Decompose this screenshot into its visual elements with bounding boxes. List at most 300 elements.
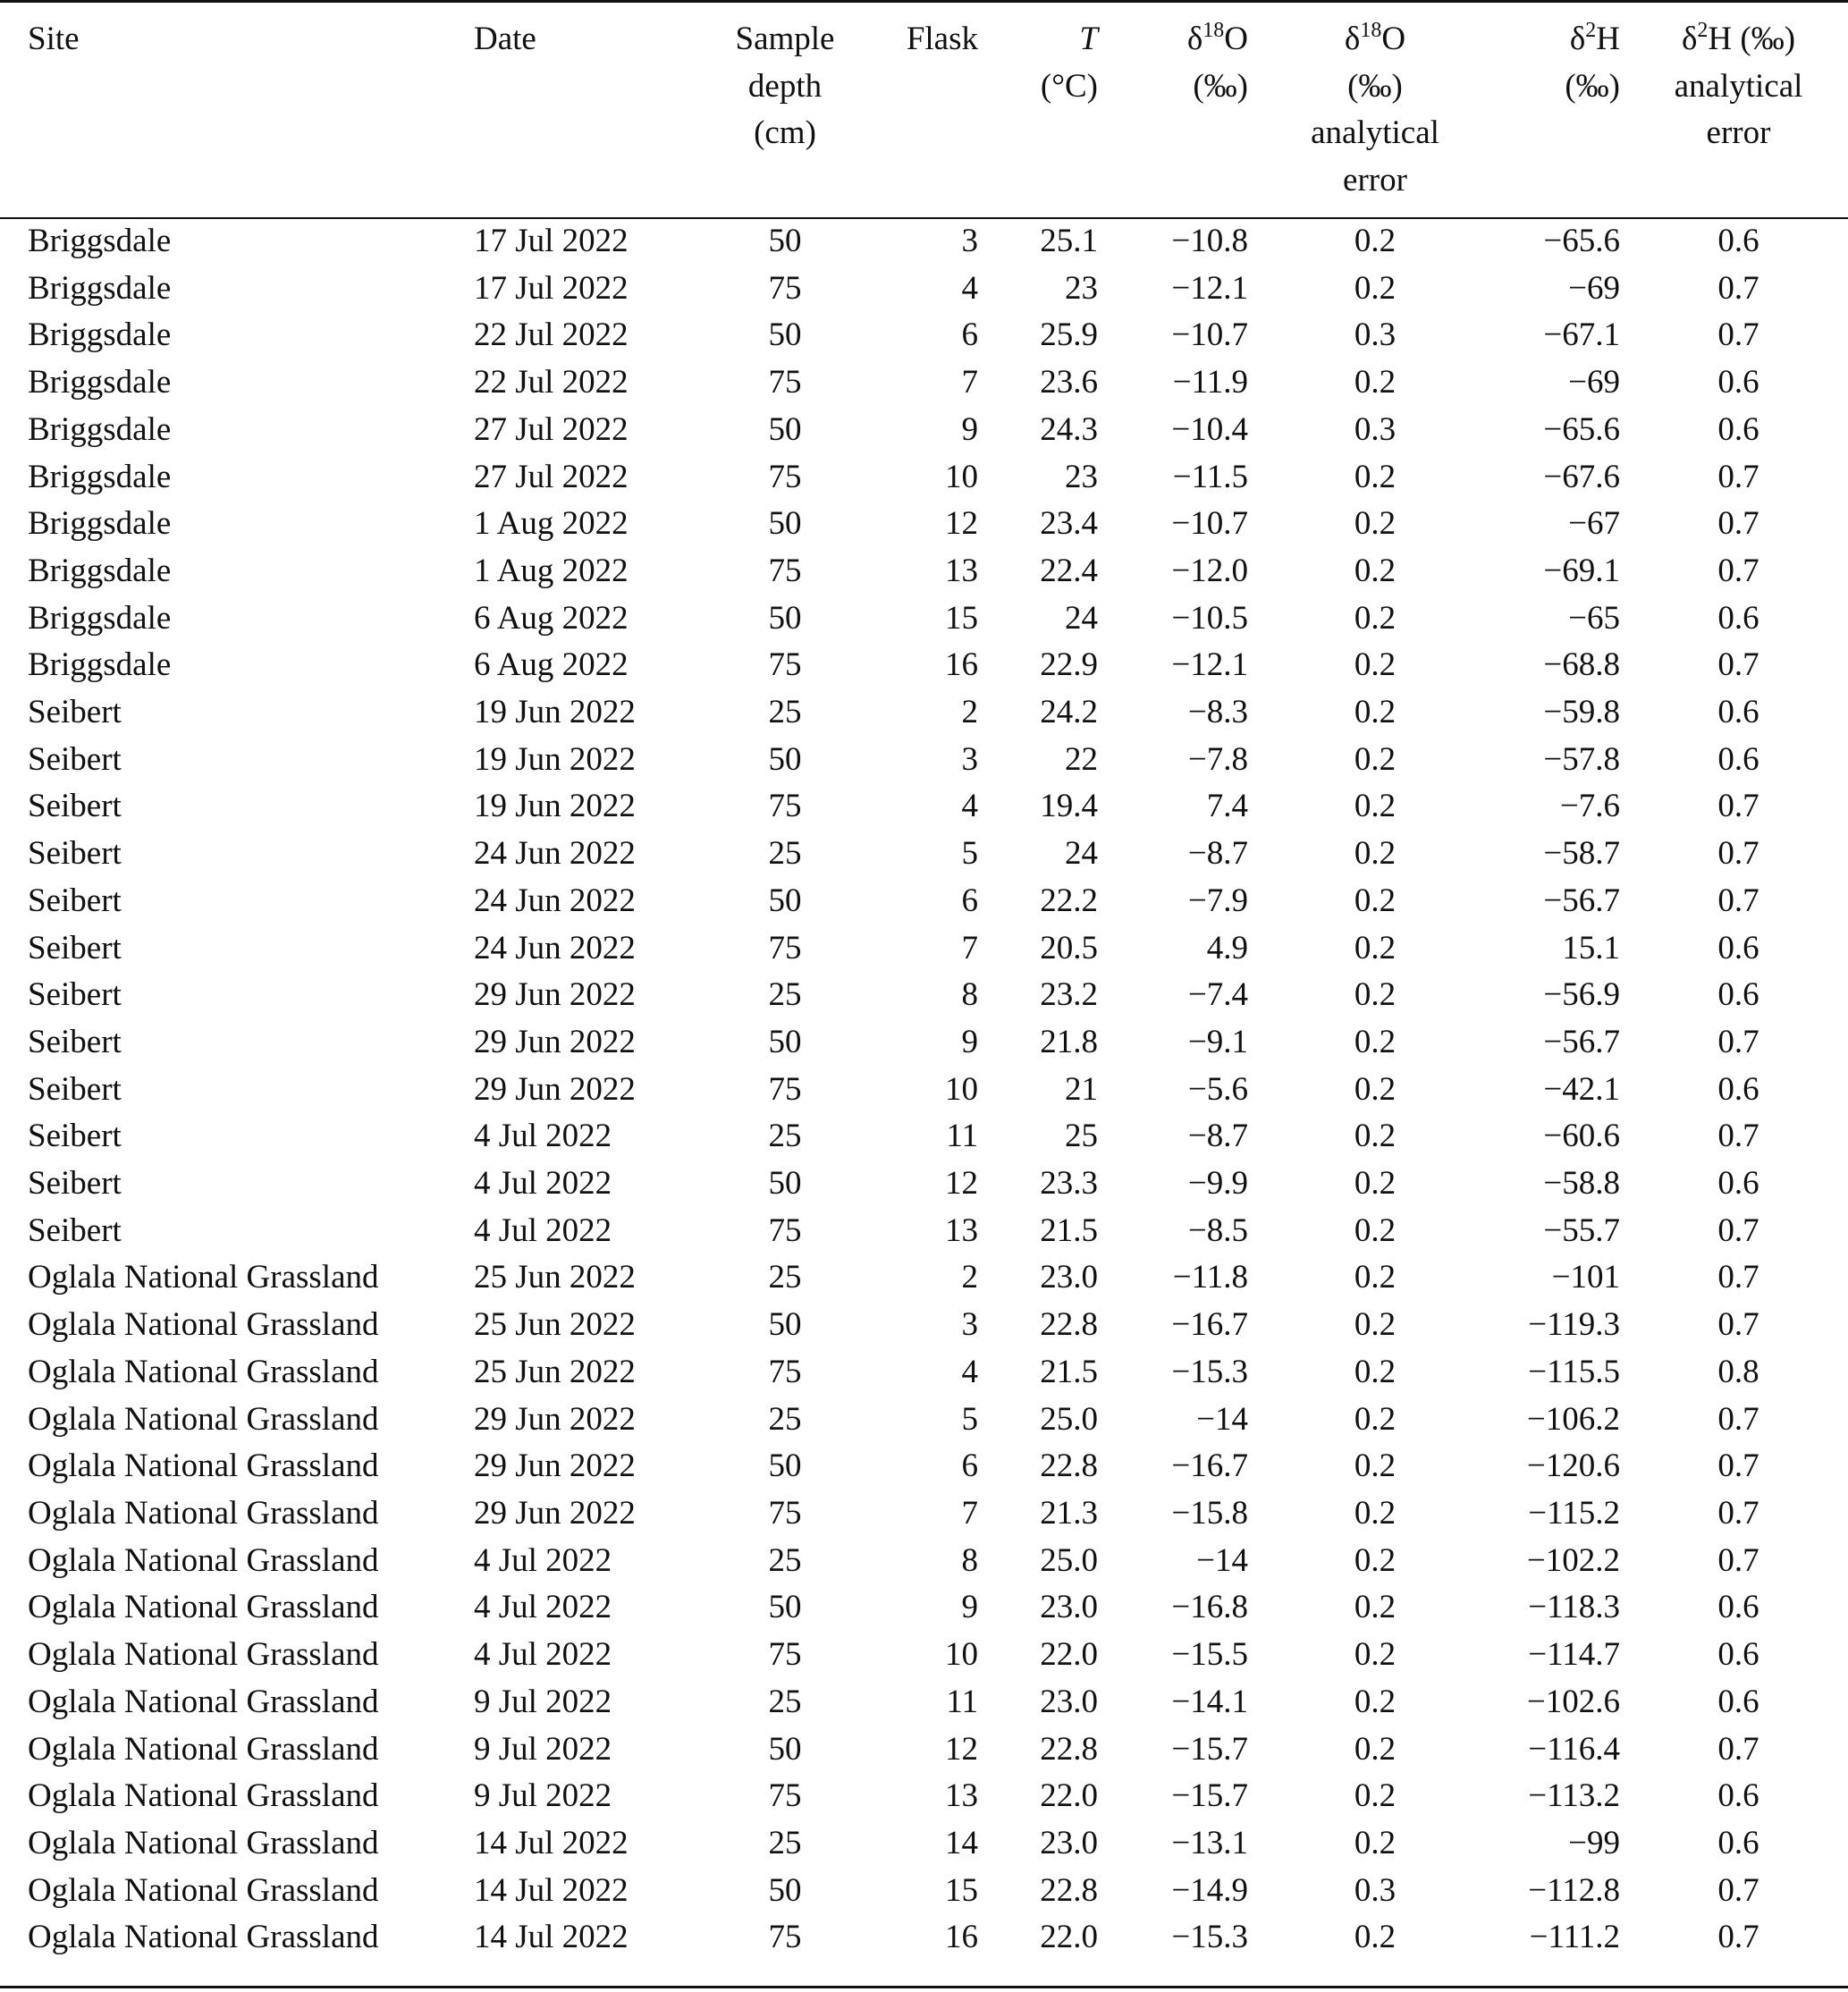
cell-temp: 24.3 bbox=[1040, 410, 1098, 448]
cell-flask: 8 bbox=[961, 976, 978, 1014]
header-text: analytical bbox=[1674, 67, 1803, 105]
table-row bbox=[0, 1208, 1848, 1255]
cell-depth: 75 bbox=[768, 929, 802, 966]
cell-date: 4 Jul 2022 bbox=[474, 1589, 612, 1626]
cell-flask: 2 bbox=[961, 1259, 978, 1296]
cell-flask: 2 bbox=[961, 694, 978, 731]
cell-site: Oglala National Grassland bbox=[28, 1494, 379, 1532]
cell-temp: 22.8 bbox=[1040, 1871, 1098, 1909]
cell-site: Seibert bbox=[28, 740, 122, 778]
header-text: (‰) bbox=[1193, 67, 1248, 105]
cell-d2h-err: 0.7 bbox=[1717, 1919, 1759, 1956]
cell-site: Seibert bbox=[28, 1211, 122, 1249]
cell-d2h-err: 0.7 bbox=[1717, 1541, 1759, 1579]
cell-d2h-err: 0.7 bbox=[1717, 1118, 1759, 1155]
cell-d2h: 15.1 bbox=[1562, 929, 1620, 966]
cell-temp: 21 bbox=[1065, 1070, 1098, 1108]
cell-site: Briggsdale bbox=[28, 269, 172, 307]
header-text: 18 bbox=[1360, 19, 1382, 42]
cell-d18o-err: 0.2 bbox=[1354, 788, 1397, 825]
cell-d18o: −15.7 bbox=[1171, 1730, 1248, 1768]
cell-d18o-err: 0.2 bbox=[1354, 1589, 1397, 1626]
cell-d2h-err: 0.7 bbox=[1717, 1023, 1759, 1060]
cell-site: Briggsdale bbox=[28, 223, 172, 259]
cell-flask: 7 bbox=[961, 364, 978, 401]
cell-d2h: −102.6 bbox=[1526, 1683, 1620, 1720]
cell-depth: 25 bbox=[768, 694, 802, 731]
cell-d2h-err: 0.6 bbox=[1717, 1165, 1759, 1203]
cell-d18o: −16.7 bbox=[1171, 1306, 1248, 1344]
cell-depth: 25 bbox=[768, 976, 802, 1014]
cell-d18o-err: 0.2 bbox=[1354, 1400, 1397, 1438]
cell-d18o: −15.3 bbox=[1171, 1919, 1248, 1956]
column-header-date bbox=[474, 4, 706, 206]
cell-site: Oglala National Grassland bbox=[28, 1541, 379, 1579]
cell-d18o-err: 0.2 bbox=[1354, 458, 1397, 495]
cell-d2h: −67.1 bbox=[1543, 317, 1620, 354]
header-text: (°C) bbox=[1040, 67, 1098, 105]
table-row bbox=[0, 642, 1848, 689]
cell-site: Briggsdale bbox=[28, 410, 172, 448]
cell-d18o-err: 0.2 bbox=[1354, 1211, 1397, 1249]
cell-d2h: −65.6 bbox=[1543, 410, 1620, 448]
cell-d2h: −116.4 bbox=[1528, 1730, 1620, 1768]
cell-date: 17 Jul 2022 bbox=[474, 223, 629, 259]
table-row bbox=[0, 972, 1848, 1019]
cell-d18o-err: 0.2 bbox=[1354, 1448, 1397, 1485]
cell-date: 4 Jul 2022 bbox=[474, 1636, 612, 1674]
cell-date: 19 Jun 2022 bbox=[474, 788, 636, 825]
cell-d18o-err: 0.2 bbox=[1354, 1165, 1397, 1203]
cell-d2h: −69 bbox=[1568, 269, 1620, 307]
cell-date: 24 Jun 2022 bbox=[474, 929, 636, 966]
column-header-d2h bbox=[1493, 4, 1629, 206]
table-row bbox=[0, 206, 1848, 266]
table-row bbox=[0, 1161, 1848, 1208]
cell-d18o-err: 0.2 bbox=[1354, 599, 1397, 637]
cell-site: Oglala National Grassland bbox=[28, 1400, 379, 1438]
cell-site: Oglala National Grassland bbox=[28, 1871, 379, 1909]
cell-d18o-err: 0.2 bbox=[1354, 1353, 1397, 1390]
table-row bbox=[0, 1679, 1848, 1726]
table-row bbox=[0, 1584, 1848, 1632]
cell-flask: 15 bbox=[945, 599, 978, 637]
cell-site: Seibert bbox=[28, 929, 122, 966]
cell-d2h-err: 0.6 bbox=[1717, 1824, 1759, 1861]
cell-depth: 25 bbox=[768, 835, 802, 873]
cell-d18o: −16.8 bbox=[1171, 1589, 1248, 1626]
cell-d18o: −12.0 bbox=[1171, 552, 1248, 589]
cell-d18o-err: 0.2 bbox=[1354, 1919, 1397, 1956]
cell-d2h: −60.6 bbox=[1543, 1118, 1620, 1155]
cell-depth: 75 bbox=[768, 364, 802, 401]
cell-site: Briggsdale bbox=[28, 317, 172, 354]
cell-flask: 5 bbox=[961, 1400, 978, 1438]
cell-site: Seibert bbox=[28, 976, 122, 1014]
cell-d2h: −67.6 bbox=[1543, 458, 1620, 495]
cell-temp: 20.5 bbox=[1040, 929, 1098, 966]
cell-temp: 24 bbox=[1065, 835, 1098, 873]
cell-d18o: −11.9 bbox=[1172, 364, 1248, 401]
cell-d18o-err: 0.2 bbox=[1354, 1636, 1397, 1674]
cell-d18o-err: 0.2 bbox=[1354, 976, 1397, 1014]
header-text: error bbox=[1706, 114, 1771, 152]
cell-d18o-err: 0.3 bbox=[1354, 1871, 1397, 1909]
cell-site: Oglala National Grassland bbox=[28, 1259, 379, 1296]
cell-d18o: −14.9 bbox=[1171, 1871, 1248, 1909]
cell-d2h-err: 0.7 bbox=[1717, 1448, 1759, 1485]
cell-depth: 50 bbox=[768, 1730, 802, 1768]
header-text: T bbox=[1079, 21, 1098, 57]
cell-depth: 25 bbox=[768, 1259, 802, 1296]
header-text: δ bbox=[1569, 21, 1586, 57]
cell-d2h: −112.8 bbox=[1528, 1871, 1620, 1909]
cell-flask: 6 bbox=[961, 882, 978, 919]
cell-d2h: −58.8 bbox=[1543, 1165, 1620, 1203]
cell-depth: 75 bbox=[768, 1211, 802, 1249]
header-text: 18 bbox=[1202, 19, 1225, 42]
table-row bbox=[0, 1632, 1848, 1679]
cell-d2h-err: 0.7 bbox=[1717, 1306, 1759, 1344]
cell-d18o-err: 0.2 bbox=[1354, 1730, 1397, 1768]
cell-date: 9 Jul 2022 bbox=[474, 1730, 612, 1768]
cell-d18o: −9.1 bbox=[1187, 1023, 1248, 1060]
cell-flask: 4 bbox=[961, 788, 978, 825]
cell-date: 25 Jun 2022 bbox=[474, 1306, 636, 1344]
cell-depth: 50 bbox=[768, 1165, 802, 1203]
cell-d2h-err: 0.7 bbox=[1717, 1259, 1759, 1296]
cell-site: Oglala National Grassland bbox=[28, 1919, 379, 1956]
cell-temp: 22.0 bbox=[1040, 1919, 1098, 1956]
table-row bbox=[0, 783, 1848, 831]
cell-flask: 11 bbox=[946, 1683, 978, 1720]
cell-depth: 50 bbox=[768, 505, 802, 543]
cell-d2h: −102.2 bbox=[1526, 1541, 1620, 1579]
table-row bbox=[0, 501, 1848, 548]
cell-d18o: −11.8 bbox=[1172, 1259, 1248, 1296]
cell-depth: 75 bbox=[768, 552, 802, 589]
cell-d18o-err: 0.2 bbox=[1354, 740, 1397, 778]
table-row bbox=[0, 689, 1848, 737]
cell-d18o: −8.5 bbox=[1187, 1211, 1248, 1249]
cell-d18o: −15.5 bbox=[1171, 1636, 1248, 1674]
cell-date: 24 Jun 2022 bbox=[474, 882, 636, 919]
cell-d18o: −12.1 bbox=[1171, 269, 1248, 307]
cell-flask: 15 bbox=[945, 1871, 978, 1909]
cell-site: Seibert bbox=[28, 1070, 122, 1108]
cell-temp: 23.4 bbox=[1040, 505, 1098, 543]
header-text: depth bbox=[747, 67, 823, 105]
cell-date: 14 Jul 2022 bbox=[474, 1824, 629, 1861]
cell-temp: 22.8 bbox=[1040, 1448, 1098, 1485]
cell-temp: 23.0 bbox=[1040, 1589, 1098, 1626]
cell-d2h: −56.7 bbox=[1543, 882, 1620, 919]
cell-d2h-err: 0.7 bbox=[1717, 835, 1759, 873]
cell-flask: 16 bbox=[945, 646, 978, 684]
cell-temp: 24 bbox=[1065, 599, 1098, 637]
cell-d2h-err: 0.7 bbox=[1717, 1730, 1759, 1768]
cell-site: Seibert bbox=[28, 788, 122, 825]
cell-depth: 75 bbox=[768, 1070, 802, 1108]
cell-d18o-err: 0.2 bbox=[1354, 1777, 1397, 1815]
cell-d18o-err: 0.2 bbox=[1354, 1118, 1397, 1155]
cell-depth: 50 bbox=[768, 882, 802, 919]
cell-d2h: −55.7 bbox=[1543, 1211, 1620, 1249]
cell-temp: 25.9 bbox=[1040, 317, 1098, 354]
header-text: 2 bbox=[1585, 19, 1597, 42]
cell-temp: 21.5 bbox=[1040, 1353, 1098, 1390]
cell-site: Oglala National Grassland bbox=[28, 1824, 379, 1861]
cell-d18o: −14 bbox=[1196, 1541, 1248, 1579]
cell-flask: 12 bbox=[945, 505, 978, 543]
cell-temp: 22.8 bbox=[1040, 1306, 1098, 1344]
cell-flask: 14 bbox=[945, 1824, 978, 1861]
cell-d2h-err: 0.6 bbox=[1717, 599, 1759, 637]
cell-temp: 22.9 bbox=[1040, 646, 1098, 684]
cell-d18o: −10.4 bbox=[1171, 410, 1248, 448]
cell-d2h: −65.6 bbox=[1543, 223, 1620, 259]
cell-date: 17 Jul 2022 bbox=[474, 269, 629, 307]
cell-depth: 25 bbox=[768, 1541, 802, 1579]
cell-d18o-err: 0.2 bbox=[1354, 505, 1397, 543]
header-text: Date bbox=[474, 21, 536, 57]
cell-d2h: −99 bbox=[1568, 1824, 1620, 1861]
cell-depth: 75 bbox=[768, 269, 802, 307]
cell-d2h: −58.7 bbox=[1543, 835, 1620, 873]
cell-depth: 75 bbox=[768, 1353, 802, 1390]
cell-depth: 75 bbox=[768, 1636, 802, 1674]
bottom-rule bbox=[0, 1986, 1848, 1988]
cell-site: Seibert bbox=[28, 1118, 122, 1155]
cell-site: Seibert bbox=[28, 835, 122, 873]
cell-d2h-err: 0.7 bbox=[1717, 269, 1759, 307]
table-row bbox=[0, 925, 1848, 973]
cell-site: Briggsdale bbox=[28, 646, 172, 684]
header-text: (‰) bbox=[1347, 67, 1403, 105]
table-row bbox=[0, 1914, 1848, 1962]
cell-d18o: −7.4 bbox=[1187, 976, 1248, 1014]
table-row bbox=[0, 1254, 1848, 1302]
table-row bbox=[0, 1820, 1848, 1868]
cell-date: 1 Aug 2022 bbox=[474, 552, 629, 589]
cell-date: 29 Jun 2022 bbox=[474, 1494, 636, 1532]
cell-temp: 23.6 bbox=[1040, 364, 1098, 401]
cell-d2h: −68.8 bbox=[1543, 646, 1620, 684]
cell-d2h: −56.7 bbox=[1543, 1023, 1620, 1060]
cell-d2h: −111.2 bbox=[1529, 1919, 1620, 1956]
cell-d2h-err: 0.7 bbox=[1717, 1871, 1759, 1909]
cell-depth: 75 bbox=[768, 1777, 802, 1815]
cell-temp: 22.8 bbox=[1040, 1730, 1098, 1768]
header-row bbox=[0, 4, 1848, 206]
cell-flask: 4 bbox=[961, 269, 978, 307]
cell-temp: 23 bbox=[1065, 458, 1098, 495]
cell-d2h: −115.5 bbox=[1528, 1353, 1620, 1390]
cell-depth: 50 bbox=[768, 1589, 802, 1626]
cell-d18o: −15.3 bbox=[1171, 1353, 1248, 1390]
cell-depth: 25 bbox=[768, 1400, 802, 1438]
table-row bbox=[0, 548, 1848, 595]
cell-date: 4 Jul 2022 bbox=[474, 1118, 612, 1155]
cell-d18o-err: 0.2 bbox=[1354, 694, 1397, 731]
cell-flask: 12 bbox=[945, 1730, 978, 1768]
cell-d2h-err: 0.6 bbox=[1717, 364, 1759, 401]
cell-d18o: −11.5 bbox=[1172, 458, 1248, 495]
cell-d2h: −120.6 bbox=[1526, 1448, 1620, 1485]
cell-d18o: −10.7 bbox=[1171, 505, 1248, 543]
cell-temp: 23 bbox=[1065, 269, 1098, 307]
cell-d18o-err: 0.2 bbox=[1354, 835, 1397, 873]
cell-d2h-err: 0.6 bbox=[1717, 1683, 1759, 1720]
cell-date: 6 Aug 2022 bbox=[474, 599, 629, 637]
cell-d2h-err: 0.6 bbox=[1717, 1589, 1759, 1626]
header-text: (cm) bbox=[754, 114, 816, 152]
table-row bbox=[0, 359, 1848, 407]
header-text: analytical bbox=[1311, 114, 1439, 152]
cell-depth: 75 bbox=[768, 458, 802, 495]
header-text: δ bbox=[1186, 21, 1203, 57]
header-text: error bbox=[1343, 161, 1407, 198]
cell-temp: 22.2 bbox=[1040, 882, 1098, 919]
cell-depth: 75 bbox=[768, 1494, 802, 1532]
cell-flask: 6 bbox=[961, 1448, 978, 1485]
cell-d2h-err: 0.6 bbox=[1717, 694, 1759, 731]
cell-temp: 23.0 bbox=[1040, 1824, 1098, 1861]
cell-flask: 7 bbox=[961, 1494, 978, 1532]
cell-temp: 22.0 bbox=[1040, 1636, 1098, 1674]
cell-d2h-err: 0.6 bbox=[1717, 410, 1759, 448]
cell-d2h-err: 0.7 bbox=[1717, 552, 1759, 589]
cell-depth: 50 bbox=[768, 1023, 802, 1060]
cell-temp: 21.8 bbox=[1040, 1023, 1098, 1060]
cell-flask: 10 bbox=[945, 458, 978, 495]
cell-site: Briggsdale bbox=[28, 364, 172, 401]
table-row bbox=[0, 266, 1848, 313]
column-header-depth bbox=[706, 4, 864, 206]
cell-d2h-err: 0.7 bbox=[1717, 317, 1759, 354]
cell-d2h-err: 0.7 bbox=[1717, 1400, 1759, 1438]
cell-d2h: −106.2 bbox=[1526, 1400, 1620, 1438]
cell-date: 25 Jun 2022 bbox=[474, 1353, 636, 1390]
cell-date: 22 Jul 2022 bbox=[474, 364, 629, 401]
cell-d2h-err: 0.7 bbox=[1717, 788, 1759, 825]
cell-flask: 9 bbox=[961, 1023, 978, 1060]
cell-temp: 23.3 bbox=[1040, 1165, 1098, 1203]
cell-d2h-err: 0.6 bbox=[1717, 1070, 1759, 1108]
cell-temp: 23.2 bbox=[1040, 976, 1098, 1014]
cell-depth: 75 bbox=[768, 646, 802, 684]
cell-d18o-err: 0.2 bbox=[1354, 1259, 1397, 1296]
cell-d2h-err: 0.7 bbox=[1717, 1494, 1759, 1532]
table-row bbox=[0, 1397, 1848, 1444]
cell-d2h: −115.2 bbox=[1528, 1494, 1620, 1532]
cell-date: 9 Jul 2022 bbox=[474, 1683, 612, 1720]
cell-flask: 9 bbox=[961, 410, 978, 448]
cell-d18o-err: 0.2 bbox=[1354, 1306, 1397, 1344]
cell-date: 4 Jul 2022 bbox=[474, 1541, 612, 1579]
cell-d2h: −42.1 bbox=[1543, 1070, 1620, 1108]
cell-d2h-err: 0.6 bbox=[1717, 1636, 1759, 1674]
cell-d18o: −7.9 bbox=[1187, 882, 1248, 919]
cell-d18o-err: 0.2 bbox=[1354, 552, 1397, 589]
cell-d18o-err: 0.2 bbox=[1354, 1494, 1397, 1532]
cell-d2h-err: 0.6 bbox=[1717, 976, 1759, 1014]
cell-site: Oglala National Grassland bbox=[28, 1306, 379, 1344]
cell-d18o: −15.8 bbox=[1171, 1494, 1248, 1532]
column-header-d18o-err bbox=[1257, 4, 1493, 206]
column-header-site bbox=[0, 4, 474, 206]
table-row bbox=[0, 1443, 1848, 1490]
cell-depth: 75 bbox=[768, 788, 802, 825]
cell-d2h-err: 0.6 bbox=[1717, 223, 1759, 259]
cell-d18o-err: 0.2 bbox=[1354, 1541, 1397, 1579]
isotope-data-table bbox=[0, 4, 1848, 1962]
cell-temp: 25.1 bbox=[1040, 223, 1098, 259]
cell-d2h-err: 0.7 bbox=[1717, 646, 1759, 684]
table-row bbox=[0, 1538, 1848, 1585]
cell-flask: 8 bbox=[961, 1541, 978, 1579]
cell-date: 29 Jun 2022 bbox=[474, 1448, 636, 1485]
cell-temp: 25.0 bbox=[1040, 1541, 1098, 1579]
header-text: H bbox=[1596, 21, 1620, 57]
table-row bbox=[0, 878, 1848, 925]
cell-date: 27 Jul 2022 bbox=[474, 410, 629, 448]
header-text: H (‰) bbox=[1708, 21, 1796, 57]
cell-d18o: −8.7 bbox=[1187, 835, 1248, 873]
cell-flask: 3 bbox=[961, 223, 978, 259]
header-text: δ bbox=[1344, 21, 1361, 57]
cell-flask: 10 bbox=[945, 1070, 978, 1108]
cell-d18o: −9.9 bbox=[1187, 1165, 1248, 1203]
cell-depth: 25 bbox=[768, 1683, 802, 1720]
cell-date: 4 Jul 2022 bbox=[474, 1165, 612, 1203]
cell-site: Briggsdale bbox=[28, 458, 172, 495]
cell-d2h-err: 0.7 bbox=[1717, 1211, 1759, 1249]
top-rule bbox=[0, 0, 1848, 3]
cell-d18o: −10.7 bbox=[1171, 317, 1248, 354]
table-row bbox=[0, 1019, 1848, 1067]
cell-d2h-err: 0.6 bbox=[1717, 929, 1759, 966]
cell-flask: 13 bbox=[945, 1777, 978, 1815]
cell-d18o: −8.3 bbox=[1187, 694, 1248, 731]
cell-date: 27 Jul 2022 bbox=[474, 458, 629, 495]
table-row bbox=[0, 1349, 1848, 1397]
cell-site: Briggsdale bbox=[28, 599, 172, 637]
cell-date: 14 Jul 2022 bbox=[474, 1871, 629, 1909]
column-header-temp bbox=[987, 4, 1107, 206]
header-text: (‰) bbox=[1565, 67, 1620, 105]
table-row bbox=[0, 454, 1848, 502]
table-row bbox=[0, 407, 1848, 454]
cell-site: Seibert bbox=[28, 694, 122, 731]
cell-temp: 23.0 bbox=[1040, 1259, 1098, 1296]
table-body bbox=[0, 206, 1848, 1962]
cell-flask: 10 bbox=[945, 1636, 978, 1674]
cell-flask: 6 bbox=[961, 317, 978, 354]
cell-temp: 21.5 bbox=[1040, 1211, 1098, 1249]
cell-d2h: −118.3 bbox=[1528, 1589, 1620, 1626]
cell-d18o: −16.7 bbox=[1171, 1448, 1248, 1485]
header-text: δ bbox=[1681, 21, 1698, 57]
cell-d18o: −7.8 bbox=[1187, 740, 1248, 778]
cell-flask: 9 bbox=[961, 1589, 978, 1626]
cell-d18o: 4.9 bbox=[1206, 929, 1248, 966]
cell-flask: 16 bbox=[945, 1919, 978, 1956]
cell-temp: 24.2 bbox=[1040, 694, 1098, 731]
cell-temp: 22.0 bbox=[1040, 1777, 1098, 1815]
cell-d2h: −69.1 bbox=[1543, 552, 1620, 589]
cell-date: 6 Aug 2022 bbox=[474, 646, 629, 684]
